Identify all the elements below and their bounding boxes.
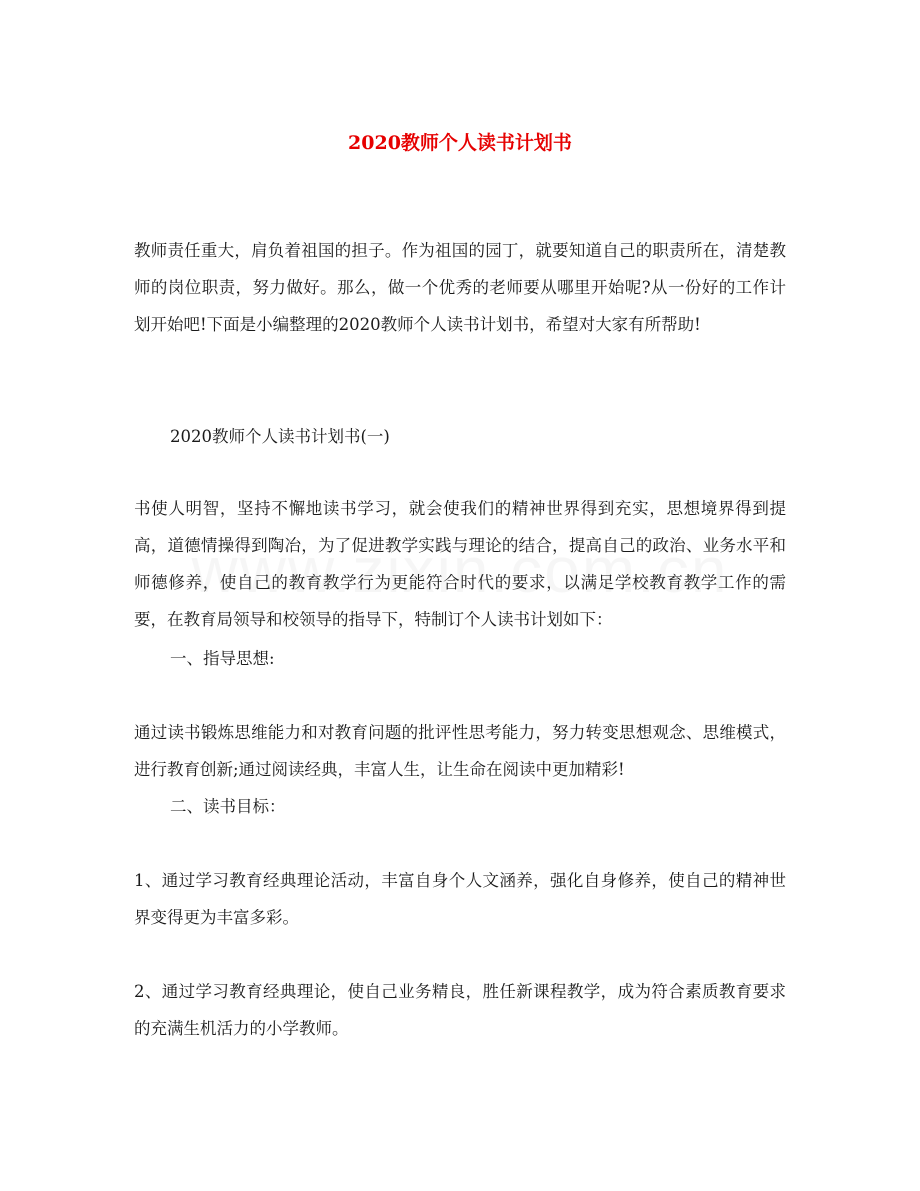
section-heading-plan-one: 2020教师个人读书计划书(一) — [170, 427, 390, 446]
page-title: 2020教师个人读书计划书 — [348, 132, 572, 154]
body-paragraph-guiding-thought: 通过读书锻炼思维能力和对教育问题的批评性思考能力，努力转变思想观念、思维模式，进行教育创新;通过阅读经典，丰富人生，让生命在阅读中更加精彩! — [134, 723, 786, 779]
body-paragraph-reading-purpose: 书使人明智，坚持不懈地读书学习，就会使我们的精神世界得到充实，思想境界得到提高，道德情操得到陶冶，为了促进教学实践与理论的结合，提高自己的政治、业务水平和师德修养，使自己的教育教学行为更能符合时代的要求，以满足学校教育教学工作的需要，在教育局领导和校领导的指导下，特制订个人读书计划如下： — [134, 499, 786, 629]
intro-paragraph: 教师责任重大，肩负着祖国的担子。作为祖国的园丁，就要知道自己的职责所在，清楚教师的岗位职责，努力做好。那么，做一个优秀的老师要从哪里开始呢?从一份好的工作计划开始吧!下面是小编整理的2020教师个人读书计划书，希望对大家有所帮助! — [134, 241, 786, 334]
list-item-goal-1: 1、通过学习教育经典理论活动，丰富自身个人文涵养，强化自身修养，使自己的精神世界变得更为丰富多彩。 — [134, 871, 786, 927]
section-heading-reading-goals: 二、读书目标： — [170, 797, 286, 816]
section-heading-guiding-thought: 一、指导思想: — [170, 649, 275, 668]
list-item-goal-2: 2、通过学习教育经典理论，使自己业务精良，胜任新课程教学，成为符合素质教育要求的充满生机活力的小学教师。 — [134, 982, 786, 1038]
